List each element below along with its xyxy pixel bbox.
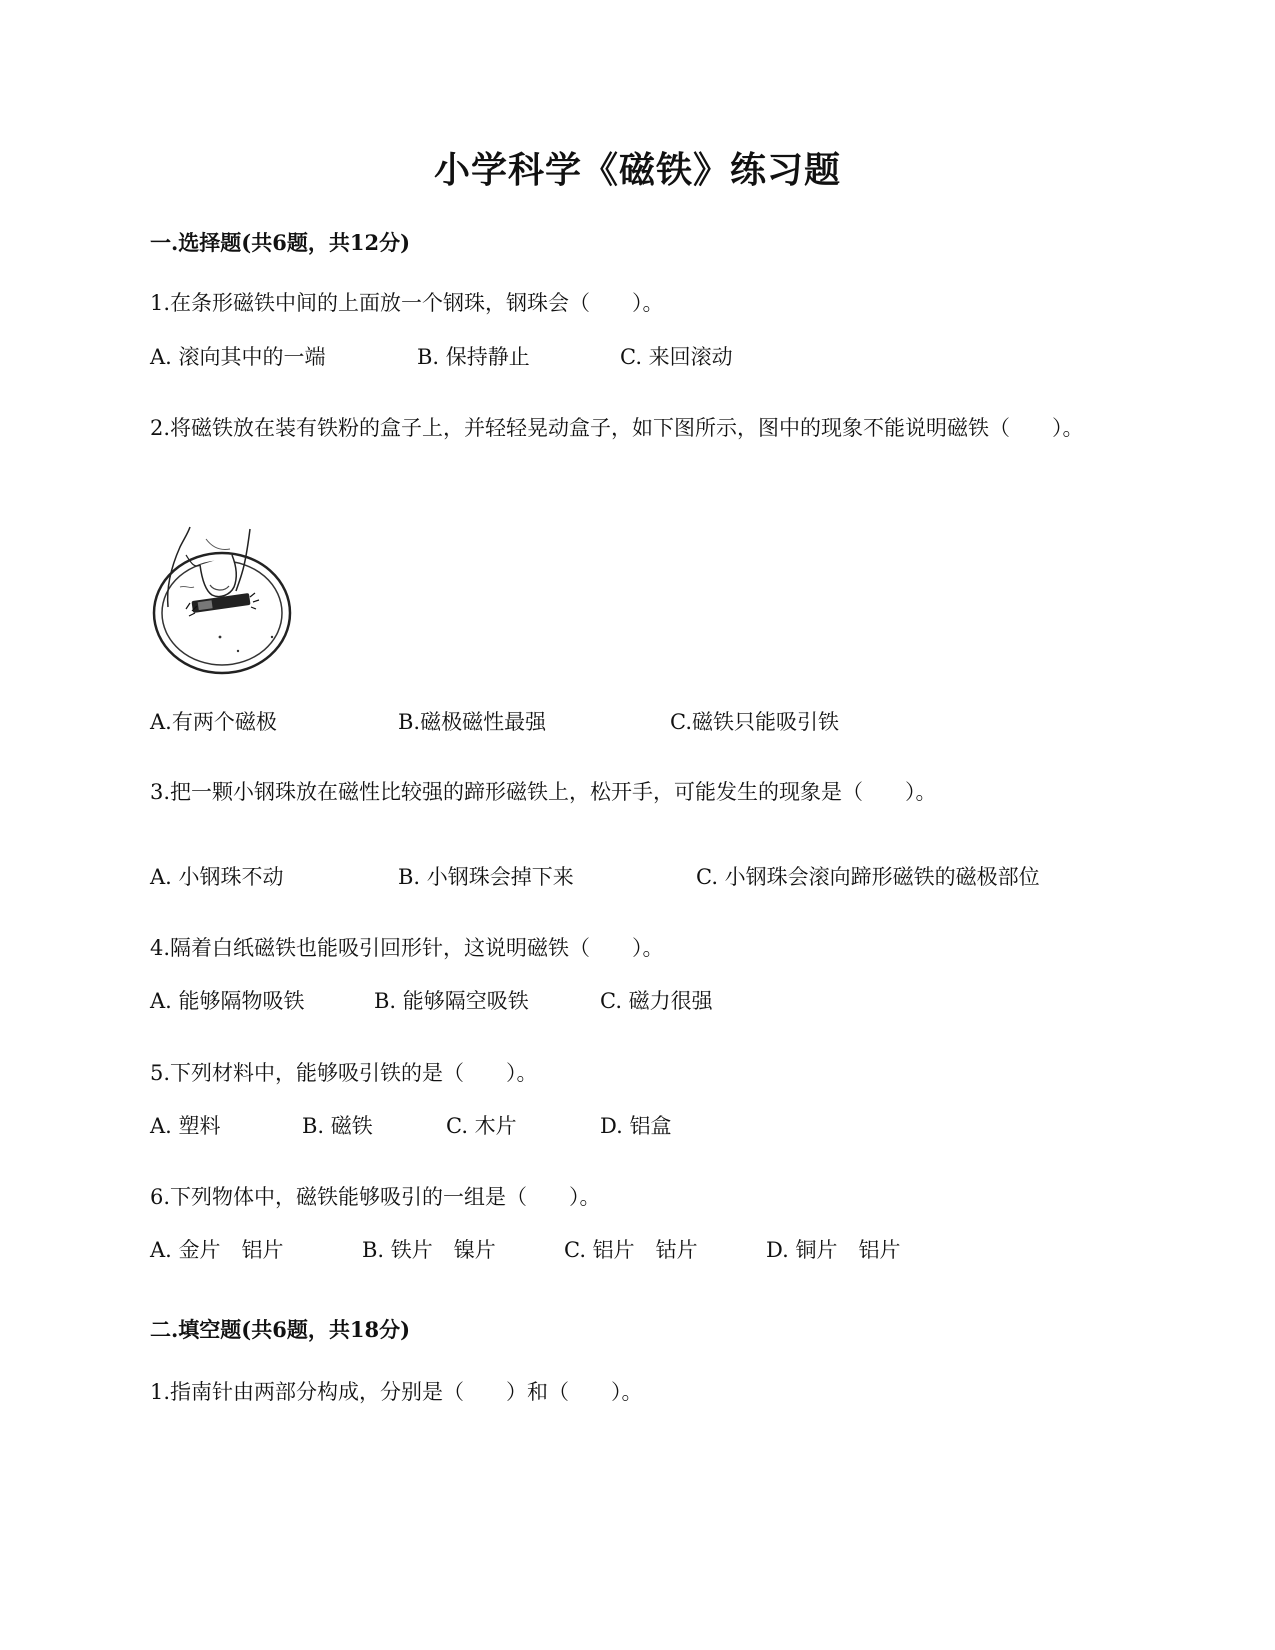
option-b: B. 小钢珠会掉下来 bbox=[398, 865, 574, 889]
section-heading-fill-blank: 二.填空题(共6题，共18分) bbox=[150, 1317, 411, 1342]
question-3: 3.把一颗小钢珠放在磁性比较强的蹄形磁铁上，松开手，可能发生的现象是（ ）。 bbox=[150, 780, 937, 804]
option-a: A. 能够隔物吸铁 bbox=[150, 989, 305, 1013]
option-a: A.有两个磁极 bbox=[150, 710, 277, 734]
question-6-options bbox=[150, 1235, 1150, 1265]
document-title: 小学科学《磁铁》练习题 bbox=[433, 149, 841, 191]
question-1-options bbox=[150, 342, 1150, 372]
option-c: C. 木片 bbox=[446, 1114, 517, 1138]
option-a: A. 小钢珠不动 bbox=[150, 865, 284, 889]
option-c: C. 小钢珠会滚向蹄形磁铁的磁极部位 bbox=[696, 865, 1040, 889]
question-4: 4.隔着白纸磁铁也能吸引回形针，这说明磁铁（ ）。 bbox=[150, 936, 664, 960]
option-b: B. 铁片 镍片 bbox=[362, 1238, 496, 1262]
section-heading-choice: 一.选择题(共6题，共12分) bbox=[150, 230, 411, 255]
option-d: D. 铝盒 bbox=[600, 1114, 672, 1138]
question-2: 2.将磁铁放在装有铁粉的盒子上，并轻轻晃动盒子，如下图所示，图中的现象不能说明磁铁（ ）。 bbox=[150, 416, 1084, 440]
fill-question-1: 1.指南针由两部分构成，分别是（ ）和（ ）。 bbox=[150, 1380, 643, 1404]
question-1: 1.在条形磁铁中间的上面放一个钢珠，钢珠会（ ）。 bbox=[150, 291, 664, 315]
option-d: D. 铜片 铝片 bbox=[766, 1238, 901, 1262]
question-4-options bbox=[150, 986, 1150, 1016]
question-5: 5.下列材料中，能够吸引铁的是（ ）。 bbox=[150, 1061, 538, 1085]
option-b: B. 磁铁 bbox=[302, 1114, 373, 1138]
question-5-options bbox=[150, 1111, 1150, 1141]
option-c: C.磁铁只能吸引铁 bbox=[670, 710, 839, 734]
option-b: B. 能够隔空吸铁 bbox=[374, 989, 529, 1013]
option-c: C. 磁力很强 bbox=[600, 989, 713, 1013]
question-6: 6.下列物体中，磁铁能够吸引的一组是（ ）。 bbox=[150, 1185, 601, 1209]
option-c: C. 铝片 钴片 bbox=[564, 1238, 698, 1262]
option-b: B. 保持静止 bbox=[417, 345, 530, 369]
option-a: A. 滚向其中的一端 bbox=[150, 345, 326, 369]
option-b: B.磁极磁性最强 bbox=[398, 710, 547, 734]
question-3-options bbox=[150, 862, 1150, 892]
option-a: A. 塑料 bbox=[150, 1114, 221, 1138]
option-c: C. 来回滚动 bbox=[620, 345, 733, 369]
question-2-options bbox=[150, 707, 1150, 737]
option-a: A. 金片 铝片 bbox=[150, 1238, 284, 1262]
hand-magnet-dish-illustration bbox=[150, 525, 300, 705]
